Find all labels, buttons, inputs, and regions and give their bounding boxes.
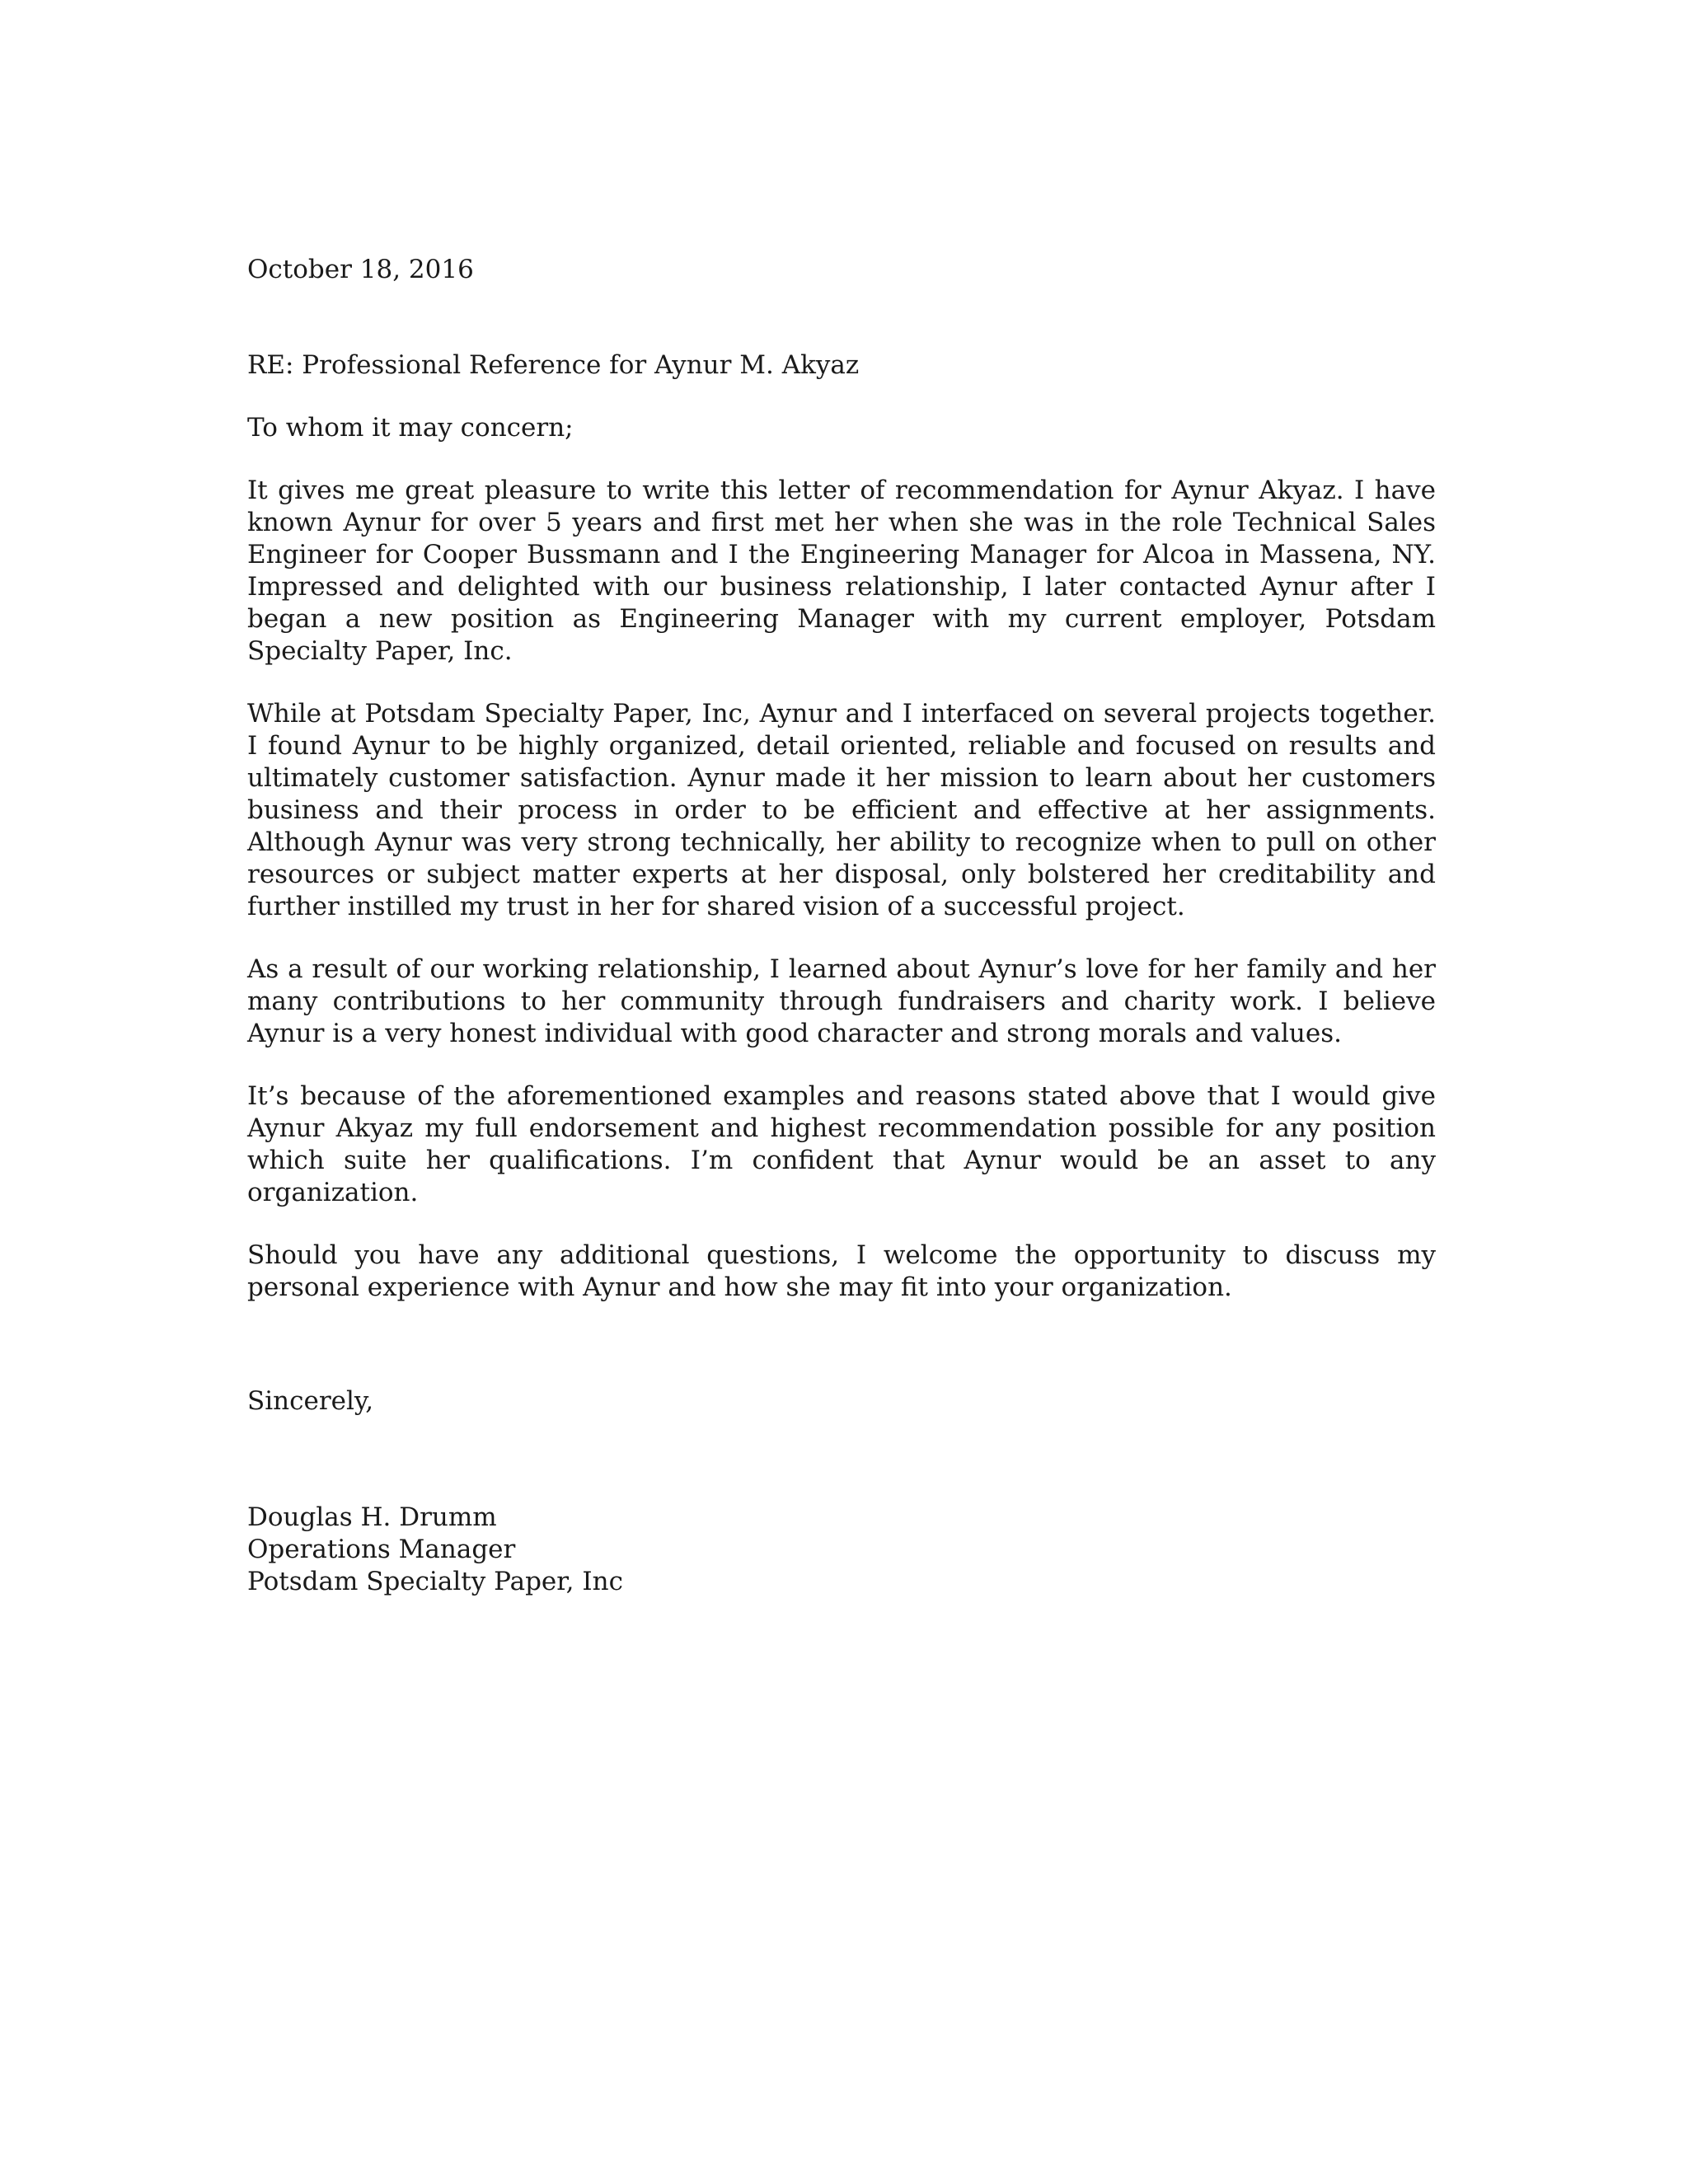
letter-paragraph-4: It’s because of the aforementioned examples and reasons stated above that I would give Aynur Akyaz my full endorsement and highest recommendation possible for any position which suite her qualifications. I’m confident that Aynur would be an asset to any organization.	[247, 1081, 1436, 1207]
signer-name: Douglas H. Drumm	[247, 1502, 497, 1532]
letter-subject: RE: Professional Reference for Aynur M. Akyaz	[247, 350, 860, 380]
letter-closing: Sincerely,	[247, 1386, 374, 1416]
signer-company: Potsdam Specialty Paper, Inc	[247, 1567, 623, 1596]
letter-paragraph-2: While at Potsdam Specialty Paper, Inc, Aynur and I interfaced on several projects together. I found Aynur to be highly organized, detail oriented, reliable and focused on results and ultimately customer satisfaction. Aynur made it her mission to learn about her customers business and their process in order to be efficient and effective at her assignments. Although Aynur was very strong technically, her ability to recognize when to pull on other resources or subject matter experts at her disposal, only bolstered her creditability and further instilled my trust in her for shared vision of a successful project.	[247, 699, 1436, 921]
letter-paragraph-5: Should you have any additional questions, I welcome the opportunity to discuss my personal experience with Aynur and how she may fit into your organization.	[247, 1240, 1436, 1302]
letter-paragraph-1: It gives me great pleasure to write this letter of recommendation for Aynur Akyaz. I have known Aynur for over 5 years and first met her when she was in the role Technical Sales Engineer for Cooper Bussmann and I the Engineering Manager for Alcoa in Massena, NY. Impressed and delighted with our business relationship, I later contacted Aynur after I began a new position as Engineering Manager with my current employer, Potsdam Specialty Paper, Inc.	[247, 476, 1436, 666]
letter-date: October 18, 2016	[247, 255, 474, 284]
signer-title: Operations Manager	[247, 1535, 516, 1564]
letter-paragraph-3: As a result of our working relationship, I learned about Aynur’s love for her family and her many contributions to her community through fundraisers and charity work. I believe Aynur is a very honest individual with good character and strong morals and values.	[247, 954, 1436, 1048]
letter-salutation: To whom it may concern;	[247, 413, 574, 443]
letter-body	[247, 254, 1436, 1598]
